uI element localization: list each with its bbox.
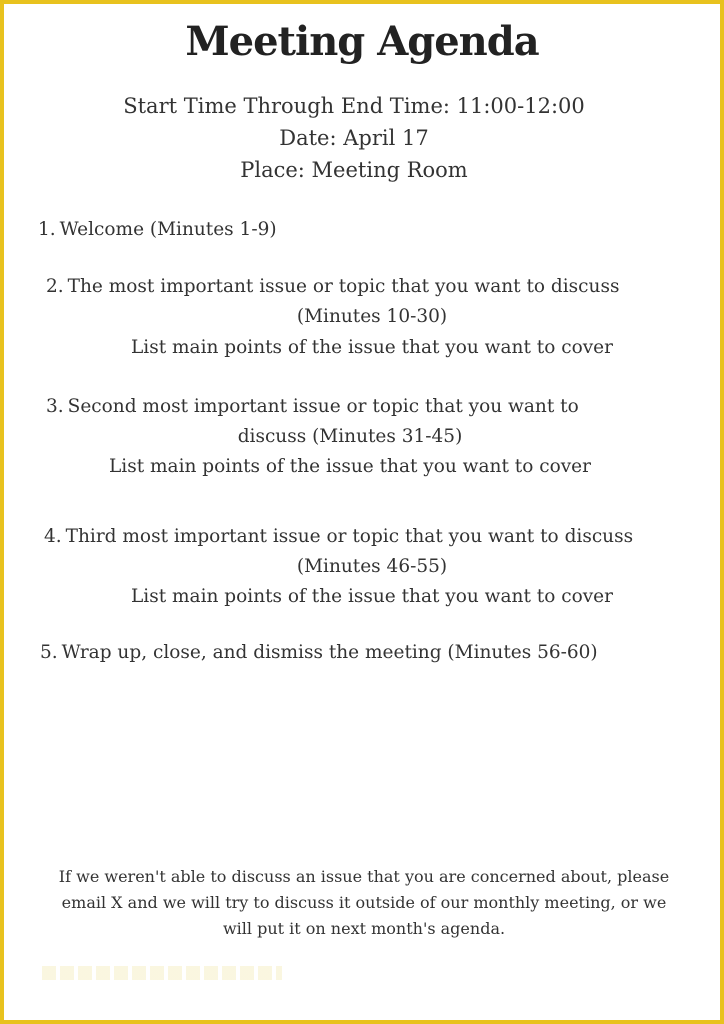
agenda-item-4 xyxy=(44,522,633,552)
agenda-item-1 xyxy=(38,215,277,245)
agenda-item-number: 3. xyxy=(46,396,64,417)
agenda-item-2-minutes: (Minutes 10-30) xyxy=(296,306,448,327)
agenda-item-text: Third most important issue or topic that you want to discuss xyxy=(65,526,634,547)
agenda-item-2-points: List main points of the issue that you want to cover xyxy=(131,337,613,358)
meeting-date: Date: April 17 xyxy=(279,126,429,150)
agenda-item-text: Wrap up, close, and dismiss the meeting (Minutes 56-60) xyxy=(61,642,598,663)
footer-note xyxy=(16,864,712,942)
agenda-item-3-minutes: discuss (Minutes 31-45) xyxy=(237,426,463,447)
faint-watermark xyxy=(42,966,282,980)
agenda-item-5 xyxy=(40,638,598,668)
meeting-time: Start Time Through End Time: 11:00-12:00 xyxy=(123,94,585,118)
agenda-item-number: 4. xyxy=(44,526,62,547)
footer-line-2: email X and we will try to discuss it outside of our monthly meeting, or we xyxy=(61,893,667,912)
page-title: Meeting Agenda xyxy=(185,18,539,65)
agenda-item-text: The most important issue or topic that you want to discuss xyxy=(67,276,620,297)
footer-line-1: If we weren't able to discuss an issue that you are concerned about, please xyxy=(58,867,670,886)
footer-line-3: will put it on next month's agenda. xyxy=(222,919,506,938)
agenda-item-number: 5. xyxy=(40,642,58,663)
agenda-item-2 xyxy=(46,272,619,302)
agenda-item-3-points: List main points of the issue that you want to cover xyxy=(109,456,591,477)
agenda-item-number: 1. xyxy=(38,219,56,240)
agenda-item-4-points: List main points of the issue that you want to cover xyxy=(131,586,613,607)
agenda-item-text: Second most important issue or topic that you want to xyxy=(67,396,579,417)
meeting-place: Place: Meeting Room xyxy=(240,158,468,182)
agenda-item-number: 2. xyxy=(46,276,64,297)
agenda-item-4-minutes: (Minutes 46-55) xyxy=(296,556,448,577)
agenda-item-text: Welcome (Minutes 1-9) xyxy=(59,219,277,240)
agenda-item-3 xyxy=(46,392,579,422)
